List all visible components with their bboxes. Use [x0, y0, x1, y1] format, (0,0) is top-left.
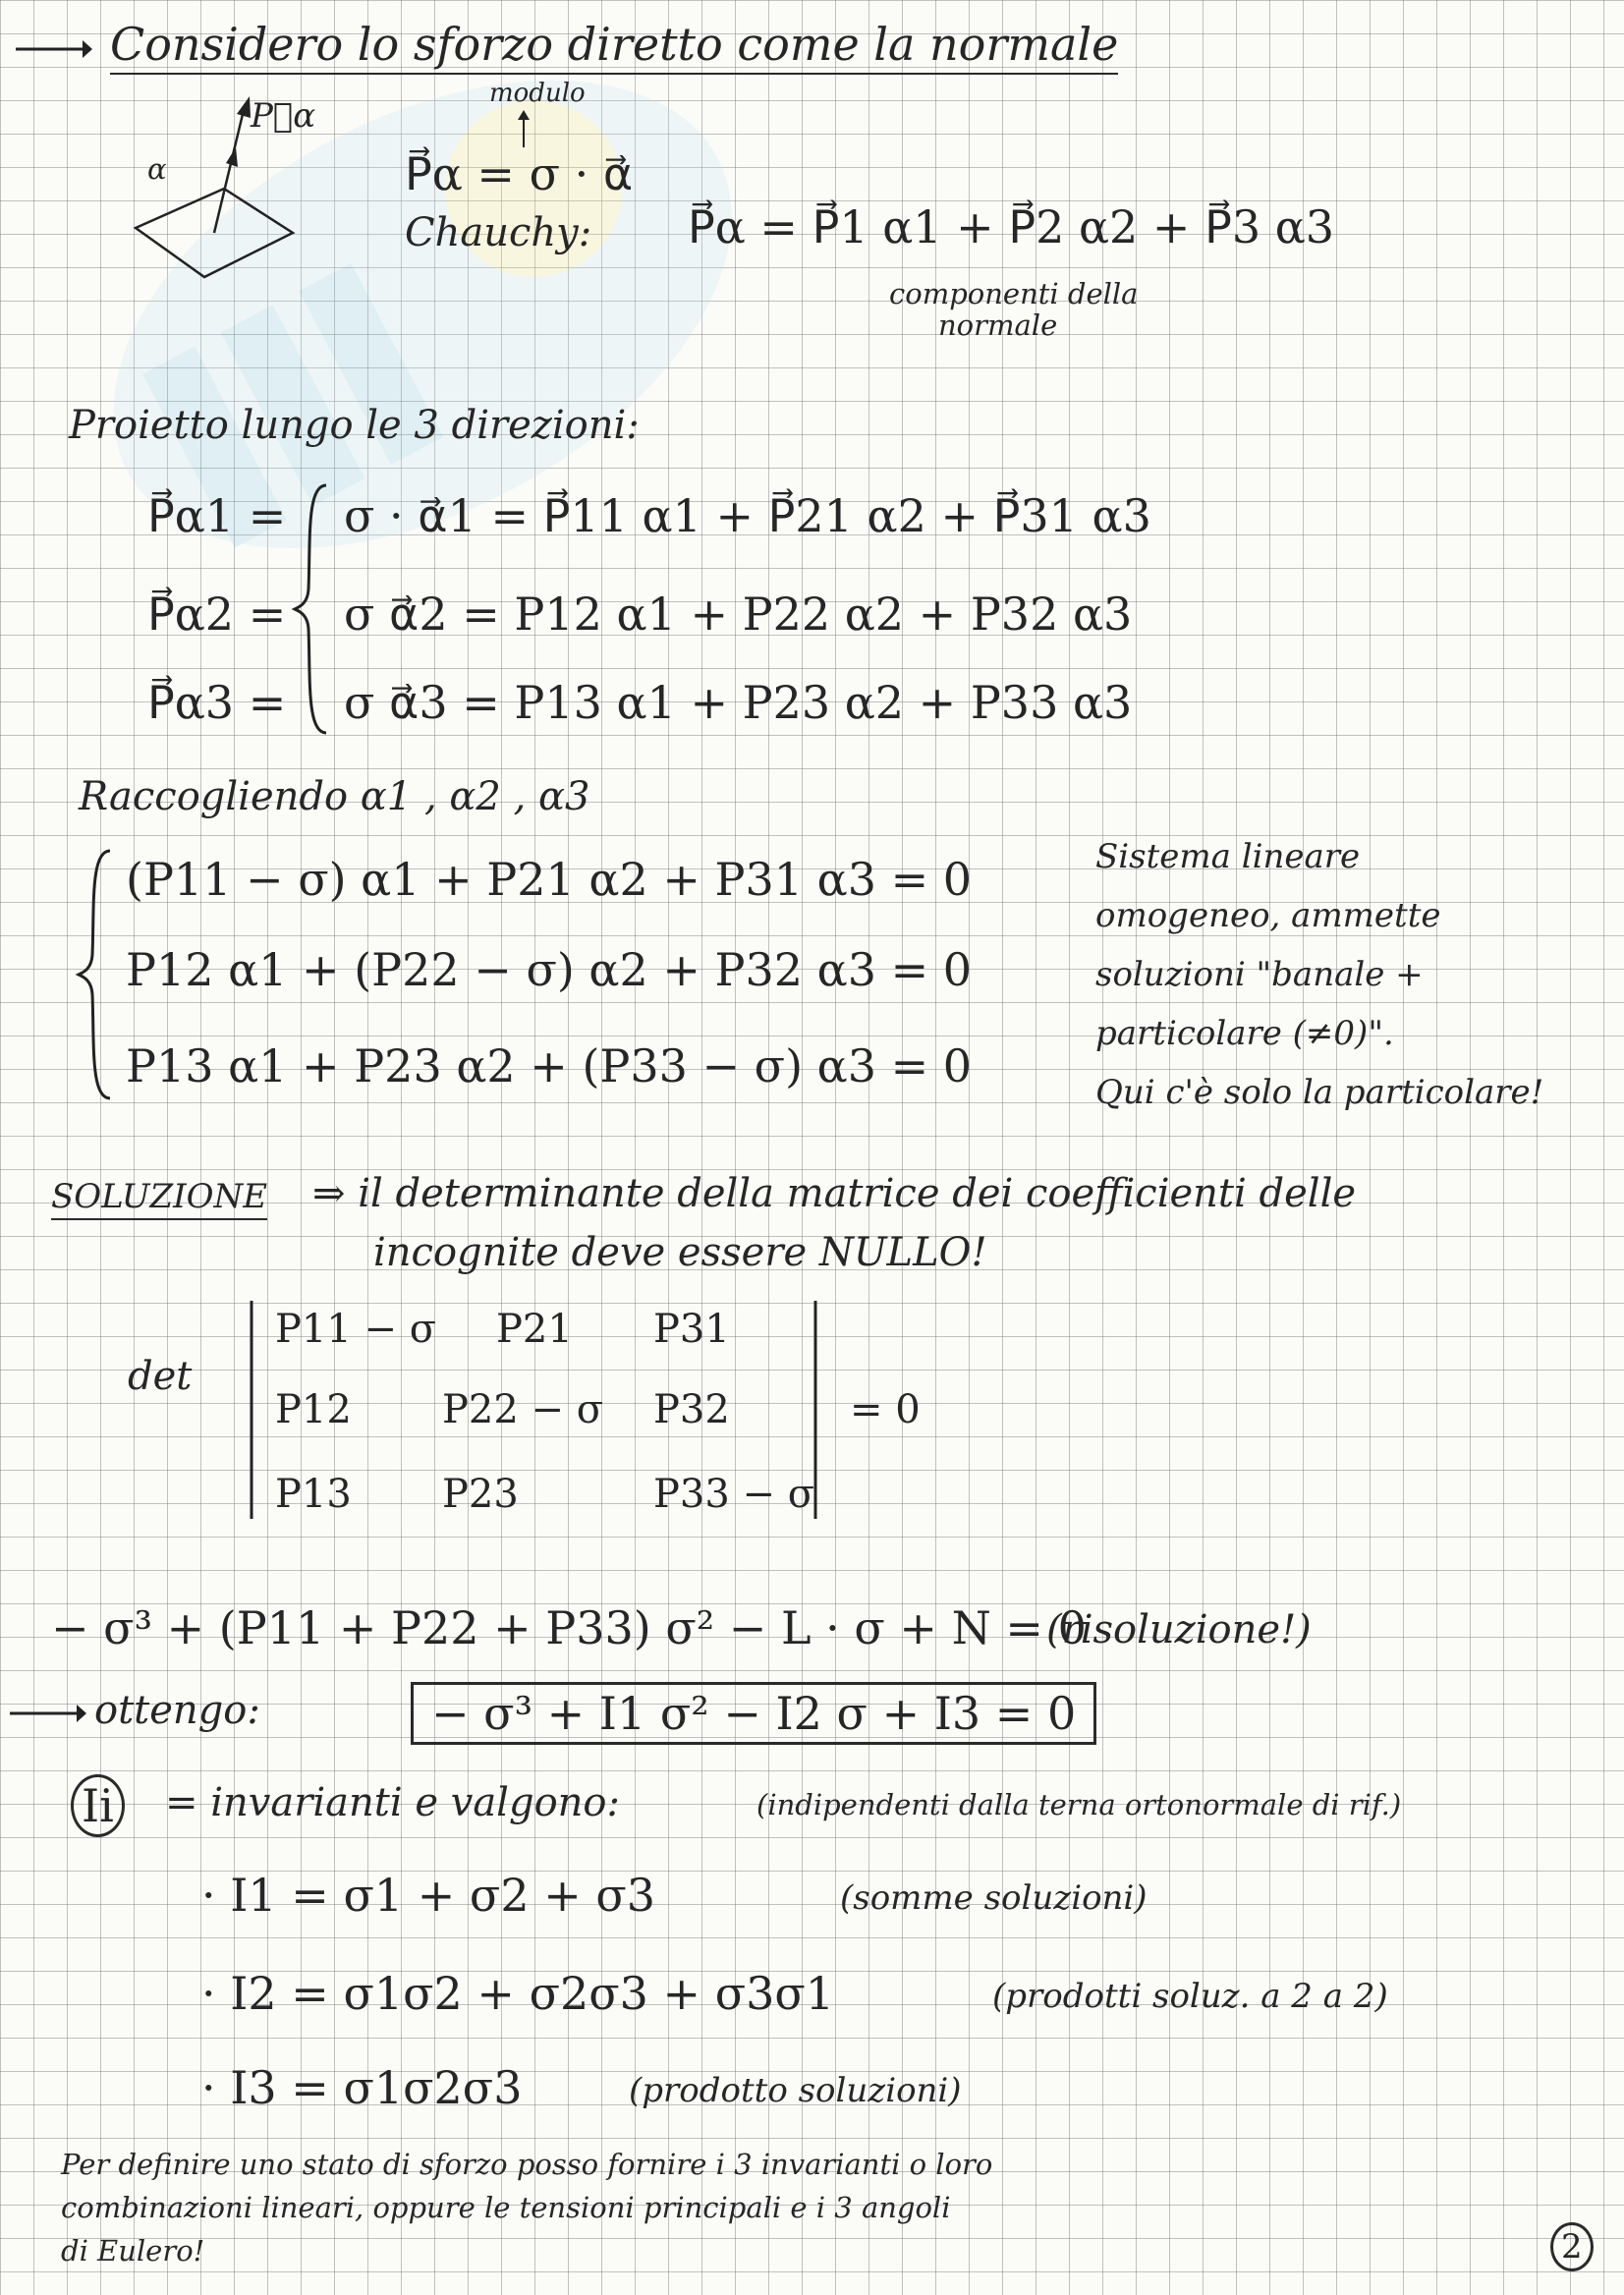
det-equals: = 0	[850, 1387, 921, 1432]
invariant-1-note: (somme soluzioni)	[840, 1878, 1148, 1918]
invarianti-note: (indipendenti dalla terna ortonormale di rif.)	[756, 1788, 1402, 1821]
arrow-right-icon	[14, 37, 92, 61]
modulo-label: modulo	[489, 79, 586, 108]
det-cell-11: P11 − σ	[275, 1307, 437, 1352]
footer-line-3: di Eulero!	[61, 2234, 205, 2267]
soluzione-text-2: incognite deve essere NULLO!	[373, 1230, 987, 1275]
invariant-3-note: (prodotto soluzioni)	[629, 2071, 962, 2110]
proj-lhs-2: P⃗α2 =	[147, 588, 287, 641]
system-row-3: P13 α1 + P23 α2 + (P33 − σ) α3 = 0	[126, 1039, 973, 1092]
footer-line-1: Per definire uno stato di sforzo posso fornire i 3 invarianti o loro	[61, 2148, 993, 2181]
det-cell-21: P12	[275, 1387, 352, 1432]
arrow-right-icon	[8, 1702, 86, 1725]
left-brace	[293, 481, 332, 737]
system-brace	[77, 847, 116, 1102]
side-note-5: Qui c'è solo la particolare!	[1095, 1073, 1544, 1112]
det-cell-31: P13	[275, 1472, 352, 1517]
vector-alpha-label: α	[147, 152, 167, 186]
side-note-4: particolare (≠0)".	[1095, 1014, 1394, 1053]
proj-lhs-3: P⃗α3 =	[147, 676, 287, 729]
system-row-1: (P11 − σ) α1 + P21 α2 + P31 α3 = 0	[126, 853, 973, 906]
system-row-2: P12 α1 + (P22 − σ) α2 + P32 α3 = 0	[126, 943, 973, 996]
det-cell-13: P31	[653, 1307, 730, 1352]
characteristic-note: (risoluzione!)	[1046, 1607, 1312, 1652]
proietto-heading: Proietto lungo le 3 direzioni:	[69, 403, 640, 448]
det-cell-33: P33 − σ	[653, 1472, 815, 1517]
invarianti-text: = invarianti e valgono:	[165, 1780, 620, 1825]
eq-p-alpha: P⃗α = σ · α⃗	[405, 147, 634, 200]
det-cell-23: P32	[653, 1387, 730, 1432]
vector-p-alpha-label: P⃗α	[251, 96, 316, 136]
raccogliendo-heading: Raccogliendo α1 , α2 , α3	[79, 774, 590, 819]
cauchy-equation: P⃗α = P⃗1 α1 + P⃗2 α2 + P⃗3 α3	[688, 200, 1335, 253]
invariant-2-note: (prodotti soluz. a 2 a 2)	[992, 1977, 1388, 2016]
ottengo-label: ottengo:	[94, 1688, 260, 1733]
proj-rhs-2: σ α⃗2 = P12 α1 + P22 α2 + P32 α3	[344, 588, 1133, 641]
proj-lhs-1: P⃗α1 =	[147, 489, 287, 542]
invariant-2-eq: · I2 = σ1σ2 + σ2σ3 + σ3σ1	[201, 1967, 835, 2020]
arrow-up-icon	[516, 110, 532, 149]
invarianti-symbol: Ii	[71, 1774, 125, 1837]
proj-rhs-3: σ α⃗3 = P13 α1 + P23 α2 + P33 α3	[344, 676, 1133, 729]
side-note-3: soluzioni "banale +	[1095, 955, 1424, 994]
title-line: Considero lo sforzo diretto come la normale	[110, 18, 1118, 75]
det-cell-32: P23	[442, 1472, 519, 1517]
side-note-2: omogeneo, ammette	[1095, 896, 1441, 935]
det-cell-12: P21	[496, 1307, 573, 1352]
side-note-1: Sistema lineare	[1095, 837, 1361, 876]
det-cell-22: P22 − σ	[442, 1387, 604, 1432]
characteristic-equation: − σ³ + (P11 + P22 + P33) σ² − L · σ + N = 0	[51, 1601, 1087, 1654]
componenti-note-2: normale	[938, 308, 1058, 342]
page-number: 2	[1550, 2222, 1594, 2271]
det-label: det	[128, 1354, 193, 1399]
cauchy-label: Chauchy:	[405, 210, 592, 255]
footer-line-2: combinazioni lineari, oppure le tensioni principali e i 3 angoli	[61, 2191, 951, 2224]
proj-rhs-1: σ · α⃗1 = P⃗11 α1 + P⃗21 α2 + P⃗31 α3	[344, 489, 1151, 542]
soluzione-label: SOLUZIONE	[51, 1177, 267, 1220]
componenti-note-1: componenti della	[889, 277, 1139, 310]
invariant-1-eq: · I1 = σ1 + σ2 + σ3	[201, 1869, 656, 1922]
soluzione-text-1: ⇒ il determinante della matrice dei coefficienti delle	[312, 1171, 1357, 1216]
boxed-equation: − σ³ + I1 σ² − I2 σ + I3 = 0	[411, 1682, 1096, 1745]
invariant-3-eq: · I3 = σ1σ2σ3	[201, 2061, 523, 2114]
